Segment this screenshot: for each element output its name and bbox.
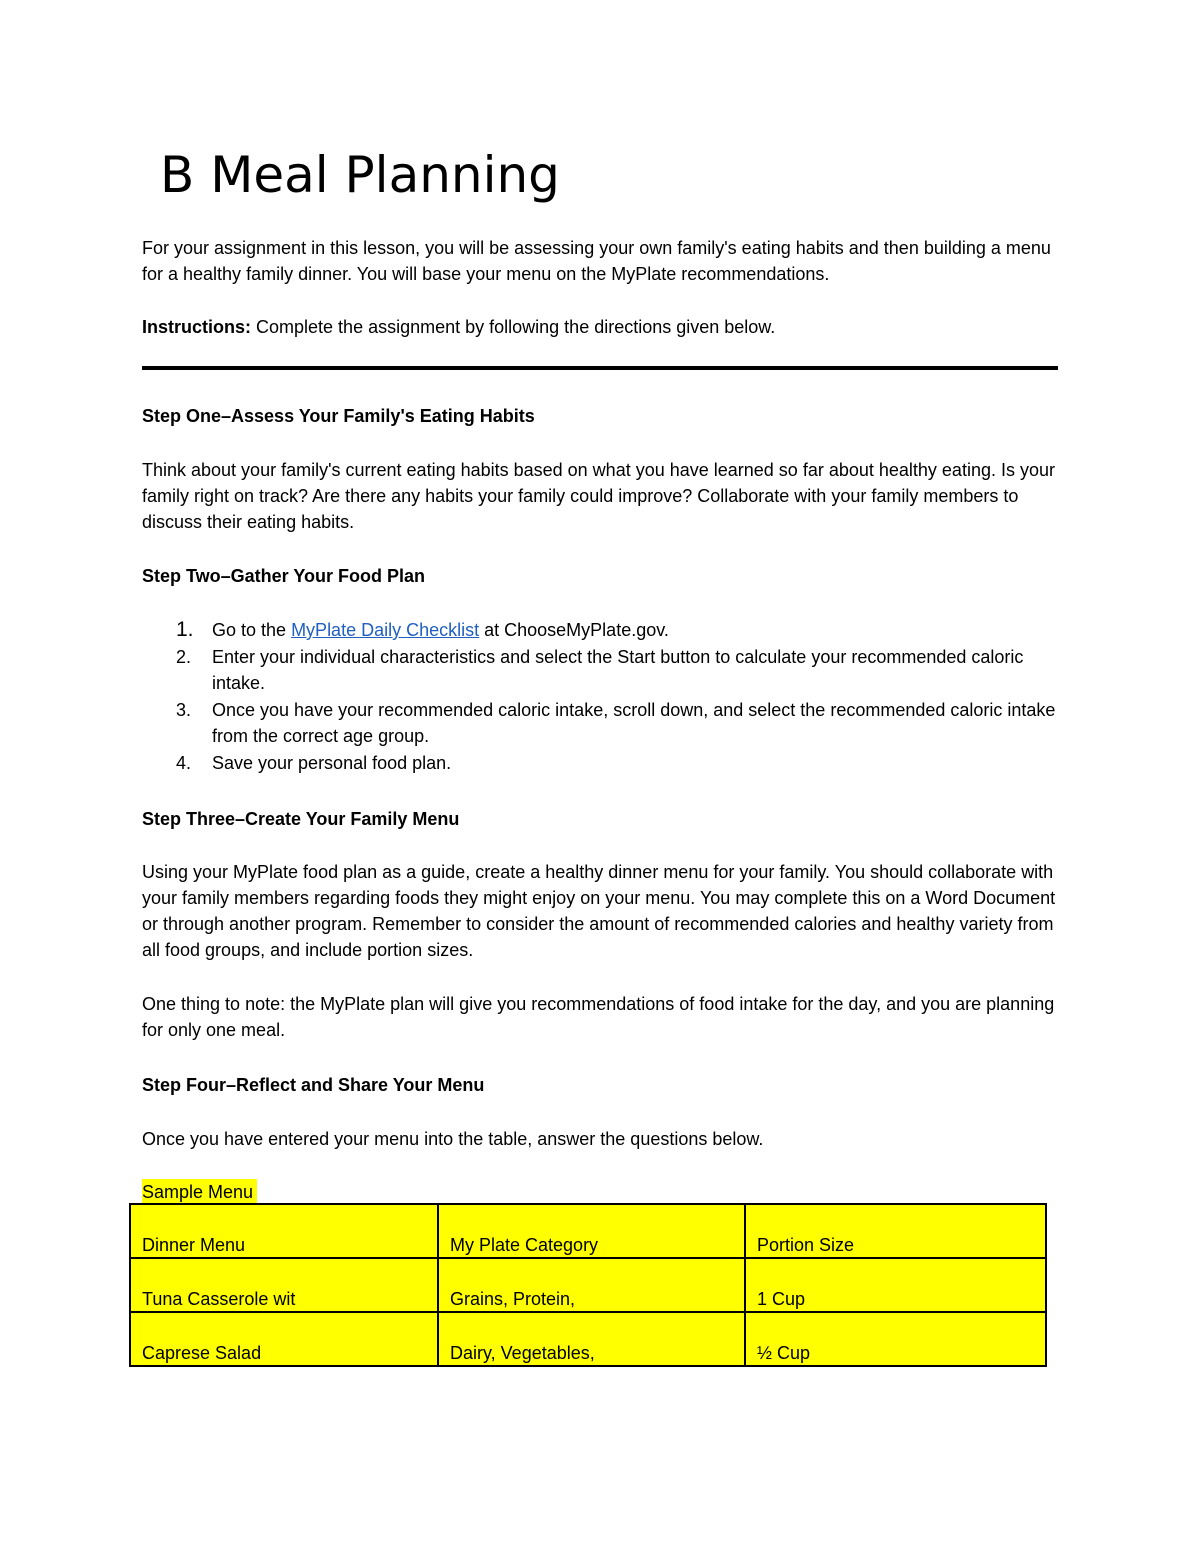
step-one-heading: Step One–Assess Your Family's Eating Habits [142,406,535,426]
instructions-paragraph [142,314,1072,340]
myplate-daily-checklist-link[interactable]: MyPlate Daily Checklist [291,620,480,640]
step-three-body: Using your MyPlate food plan as a guide, create a healthy dinner menu for your family. You should collaborate with your family members regarding foods they might enjoy on your menu. You may complete this on a Word Document or through another program. Remember to consider the amount of recommended calories and healthy variety from all food groups, and include portion sizes. [142,862,1056,960]
step-two-list [142,617,1072,776]
step-four-heading: Step Four–Reflect and Share Your Menu [142,1075,485,1095]
table-row [130,1258,1046,1312]
list-item [142,617,1072,644]
table-row [130,1312,1046,1366]
intro-paragraph: For your assignment in this lesson, you will be assessing your own family's eating habits and then building a menu for a healthy family dinner. You will base your menu on the MyPlate recommendations. [142,238,1051,284]
list-number: 3. [176,699,192,720]
list-item-text: Once you have your recommended caloric intake, scroll down, and select the recommended caloric intake from the correct age group. [212,699,1056,746]
sample-menu-label: Sample Menu [142,1179,257,1205]
sample-menu-table [129,1203,1047,1367]
list-item [142,644,1072,697]
list-number: 1. [176,618,194,641]
step-four-body: Once you have entered your menu into the table, answer the questions below. [142,1129,764,1149]
table-header-cell: Portion Size [745,1204,1046,1258]
table-header-row [130,1204,1046,1258]
list-item-text: Enter your individual characteristics and select the Start button to calculate your recommended caloric intake. [212,646,1024,693]
page-title: B Meal Planning [160,146,560,204]
table-cell: Grains, Protein, [438,1258,745,1312]
table-cell: 1 Cup [745,1258,1046,1312]
list-item [142,697,1072,750]
table-cell: Dairy, Vegetables, [438,1312,745,1366]
step-three-heading: Step Three–Create Your Family Menu [142,809,460,829]
horizontal-rule [142,366,1058,370]
step-three-note: One thing to note: the MyPlate plan will give you recommendations of food intake for the day, and you are planning for only one meal. [142,994,1055,1040]
list-item-text: at ChooseMyPlate.gov. [479,620,669,640]
table-header-cell: Dinner Menu [130,1204,438,1258]
instructions-text: Complete the assignment by following the directions given below. [251,317,776,337]
list-number: 2. [176,646,192,667]
list-item [142,750,1072,777]
instructions-label: Instructions: [142,317,252,337]
list-item-text: Save your personal food plan. [212,752,452,773]
table-cell: ½ Cup [745,1312,1046,1366]
list-item-text: Go to the [212,620,292,640]
table-header-cell: My Plate Category [438,1204,745,1258]
list-number: 4. [176,752,192,773]
step-one-body: Think about your family's current eating habits based on what you have learned so far about healthy eating. Is your family right on track? Are there any habits your family could improve? Collaborate with your family members to discuss their eating habits. [142,460,1055,532]
table-cell: Tuna Casserole wit [130,1258,438,1312]
table-cell: Caprese Salad [130,1312,438,1366]
step-two-heading: Step Two–Gather Your Food Plan [142,566,426,586]
